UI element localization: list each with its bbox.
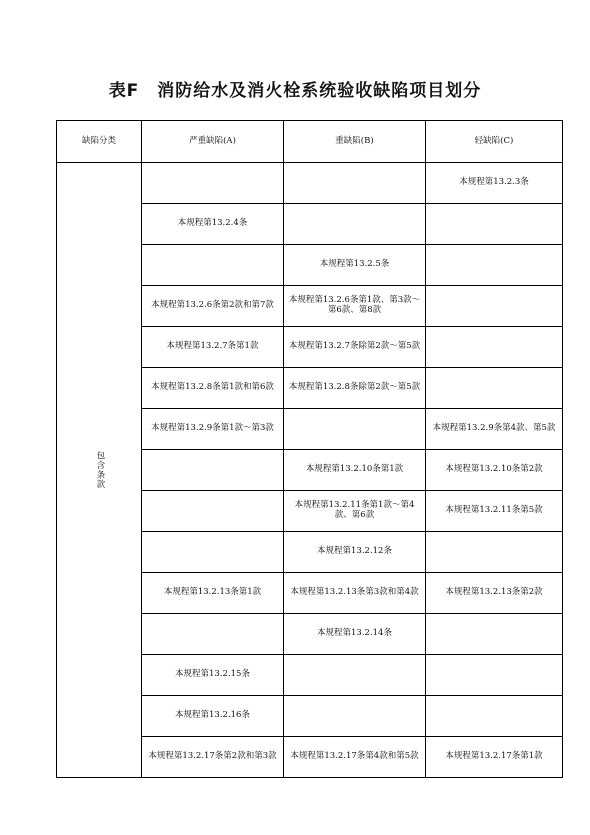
category-label-cell: 包含条款: [57, 163, 142, 778]
critical-defect-cell: 本规程第13.2.4条: [142, 204, 284, 245]
critical-defect-cell: 本规程第13.2.7条第1款: [142, 327, 284, 368]
minor-defect-cell: [426, 655, 563, 696]
minor-defect-cell: [426, 204, 563, 245]
major-defect-cell: [284, 163, 426, 204]
critical-defect-cell: 本规程第13.2.13条第1款: [142, 573, 284, 614]
minor-defect-cell: 本规程第13.2.17条第1款: [426, 737, 563, 778]
major-defect-cell: [284, 655, 426, 696]
minor-defect-cell: 本规程第13.2.11条第5款: [426, 491, 563, 532]
header-major-defect: 重缺陷(B): [284, 121, 426, 163]
minor-defect-cell: [426, 286, 563, 327]
minor-defect-cell: 本规程第13.2.9条第4款、第5款: [426, 409, 563, 450]
major-defect-cell: 本规程第13.2.8条除第2款～第5款: [284, 368, 426, 409]
minor-defect-cell: [426, 245, 563, 286]
critical-defect-cell: [142, 163, 284, 204]
major-defect-cell: 本规程第13.2.10条第1款: [284, 450, 426, 491]
major-defect-cell: 本规程第13.2.17条第4款和第5款: [284, 737, 426, 778]
major-defect-cell: 本规程第13.2.7条除第2款～第5款: [284, 327, 426, 368]
critical-defect-cell: 本规程第13.2.9条第1款～第3款: [142, 409, 284, 450]
critical-defect-cell: 本规程第13.2.16条: [142, 696, 284, 737]
major-defect-cell: 本规程第13.2.11条第1款～第4款、第6款: [284, 491, 426, 532]
table-row: [57, 163, 563, 204]
critical-defect-cell: 本规程第13.2.6条第2款和第7款: [142, 286, 284, 327]
header-critical-defect: 严重缺陷(A): [142, 121, 284, 163]
major-defect-cell: 本规程第13.2.5条: [284, 245, 426, 286]
major-defect-cell: 本规程第13.2.13条第3款和第4款: [284, 573, 426, 614]
header-minor-defect: 轻缺陷(C): [426, 121, 563, 163]
minor-defect-cell: [426, 327, 563, 368]
critical-defect-cell: [142, 491, 284, 532]
minor-defect-cell: [426, 614, 563, 655]
critical-defect-cell: [142, 532, 284, 573]
critical-defect-cell: [142, 245, 284, 286]
major-defect-cell: [284, 696, 426, 737]
minor-defect-cell: 本规程第13.2.10条第2款: [426, 450, 563, 491]
minor-defect-cell: [426, 532, 563, 573]
major-defect-cell: 本规程第13.2.12条: [284, 532, 426, 573]
major-defect-cell: 本规程第13.2.14条: [284, 614, 426, 655]
major-defect-cell: [284, 409, 426, 450]
minor-defect-cell: [426, 696, 563, 737]
defect-classification-table: [56, 120, 563, 778]
minor-defect-cell: 本规程第13.2.3条: [426, 163, 563, 204]
major-defect-cell: 本规程第13.2.6条第1款、第3款～第6款、第8款: [284, 286, 426, 327]
major-defect-cell: [284, 204, 426, 245]
critical-defect-cell: 本规程第13.2.17条第2款和第3款: [142, 737, 284, 778]
page-title: 表F 消防给水及消火栓系统验收缺陷项目划分: [108, 81, 482, 101]
table-header-row: [57, 121, 563, 163]
header-defect-category: 缺陷分类: [57, 121, 142, 163]
table-body: [57, 163, 563, 778]
critical-defect-cell: 本规程第13.2.15条: [142, 655, 284, 696]
minor-defect-cell: 本规程第13.2.13条第2款: [426, 573, 563, 614]
critical-defect-cell: [142, 450, 284, 491]
critical-defect-cell: [142, 614, 284, 655]
critical-defect-cell: 本规程第13.2.8条第1款和第6款: [142, 368, 284, 409]
minor-defect-cell: [426, 368, 563, 409]
